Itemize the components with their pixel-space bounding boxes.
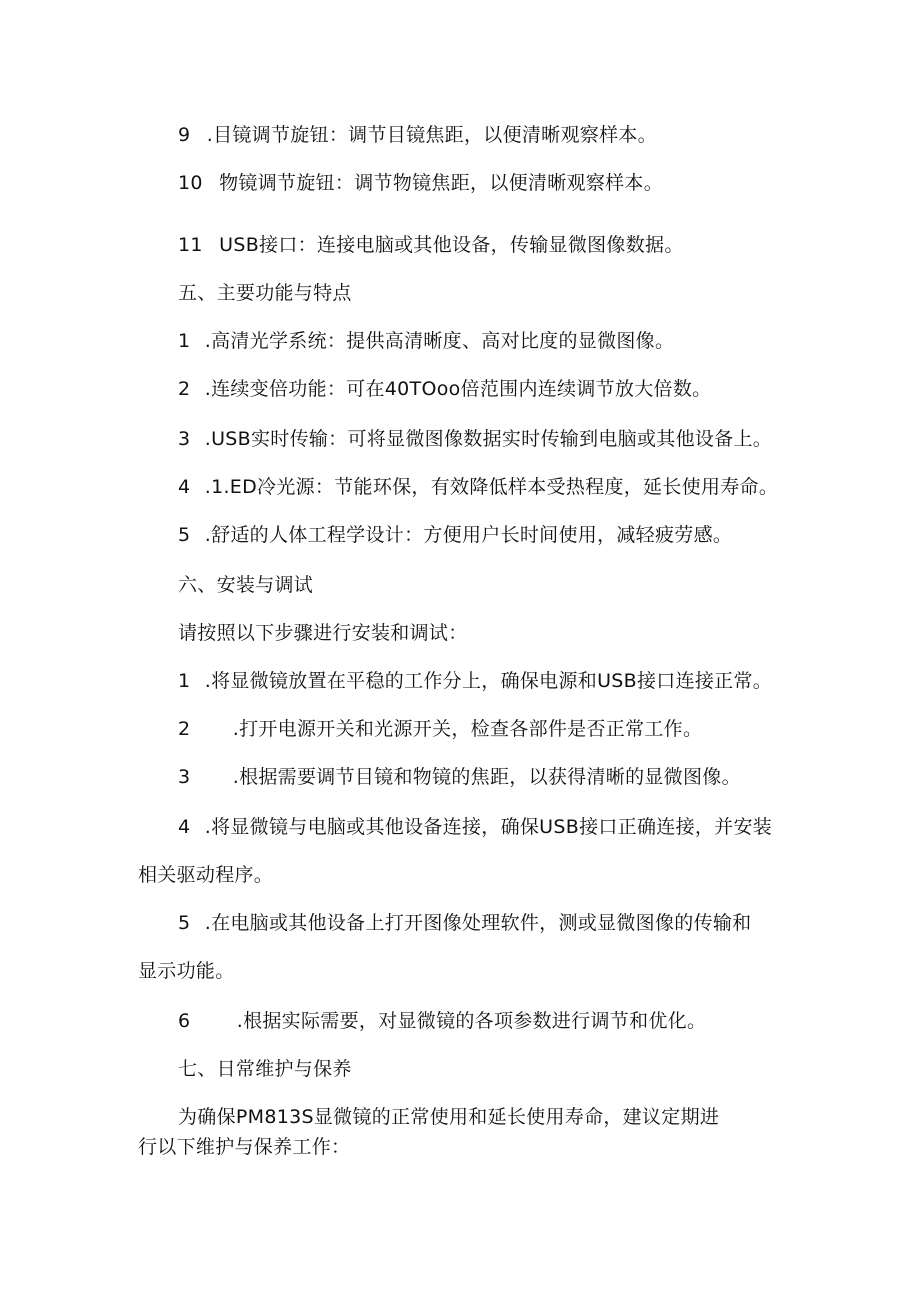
item-number: 6 [178, 1010, 191, 1032]
item-text: .目镜调节旋钮：调节目镜焦距，以便清晰观察样本。 [206, 124, 657, 146]
item-text: .将显微镜放置在平稳的工作分上，确保电源和USB接口连接正常。 [204, 670, 773, 692]
list-item [178, 815, 772, 839]
item-text: 物镜调节旋钮：调节物镜焦距，以便清晰观察样本。 [219, 172, 664, 194]
item-text: .根据实际需要，对显微镜的各项参数进行调节和优化。 [236, 1010, 707, 1032]
list-item [178, 765, 741, 789]
list-item [178, 171, 663, 195]
list-item [178, 377, 711, 401]
item-text: .舒适的人体工程学设计：方便用户长时间使用，减轻疲劳感。 [204, 524, 733, 546]
item-number: 3 [178, 428, 191, 450]
section-heading: 六、安装与调试 [178, 574, 314, 596]
item-text: .根据需要调节目镜和物镜的焦距，以获得清晰的显微图像。 [232, 766, 741, 788]
item-text: .1.ED冷光源：节能环保，有效降低样本受热程度，延长使用寿命。 [204, 476, 779, 498]
item-number: 2 [178, 378, 191, 400]
list-item [178, 911, 751, 935]
section-heading: 七、日常维护与保养 [178, 1058, 352, 1080]
item-number: 2 [178, 718, 191, 740]
list-item [178, 427, 772, 451]
item-number: 11 [178, 234, 203, 256]
list-item [178, 717, 702, 741]
item-number: 1 [178, 330, 191, 352]
item-text: .将显微镜与电脑或其他设备连接，确保USB接口正确连接，并安装 [204, 816, 773, 838]
list-item [178, 475, 778, 499]
list-item [178, 233, 684, 257]
list-item-continuation: 相关驱动程序。 [138, 864, 274, 886]
section-heading: 五、主要功能与特点 [178, 282, 352, 304]
list-item-continuation: 显示功能。 [138, 960, 235, 982]
item-text: .USB实时传输：可将显微图像数据实时传输到电脑或其他设备上。 [204, 428, 773, 450]
item-number: 1 [178, 670, 191, 692]
list-item [178, 523, 732, 547]
item-number: 5 [178, 912, 191, 934]
item-number: 9 [178, 124, 191, 146]
item-text: .在电脑或其他设备上打开图像处理软件，测或显微图像的传输和 [204, 912, 752, 934]
item-number: 4 [178, 816, 191, 838]
item-text: USB接口：连接电脑或其他设备，传输显微图像数据。 [219, 234, 684, 256]
item-number: 5 [178, 524, 191, 546]
item-number: 10 [178, 172, 203, 194]
item-text: .连续变倍功能：可在40TOoo倍范围内连续调节放大倍数。 [204, 378, 712, 400]
list-item [178, 1009, 706, 1033]
list-item [178, 329, 674, 353]
list-item [178, 669, 772, 693]
section-intro: 请按照以下步骤进行安装和调试： [178, 622, 468, 644]
item-text: .高清光学系统：提供高清晰度、高对比度的显微图像。 [204, 330, 675, 352]
item-number: 4 [178, 476, 191, 498]
item-text: .打开电源开关和光源开关，检查各部件是否正常工作。 [232, 718, 703, 740]
paragraph-line: 行以下维护与保养工作： [138, 1136, 351, 1158]
paragraph-line: 为确保PM813S显微镜的正常使用和延长使用寿命，建议定期进 [178, 1106, 720, 1128]
list-item [178, 123, 657, 147]
item-number: 3 [178, 766, 191, 788]
